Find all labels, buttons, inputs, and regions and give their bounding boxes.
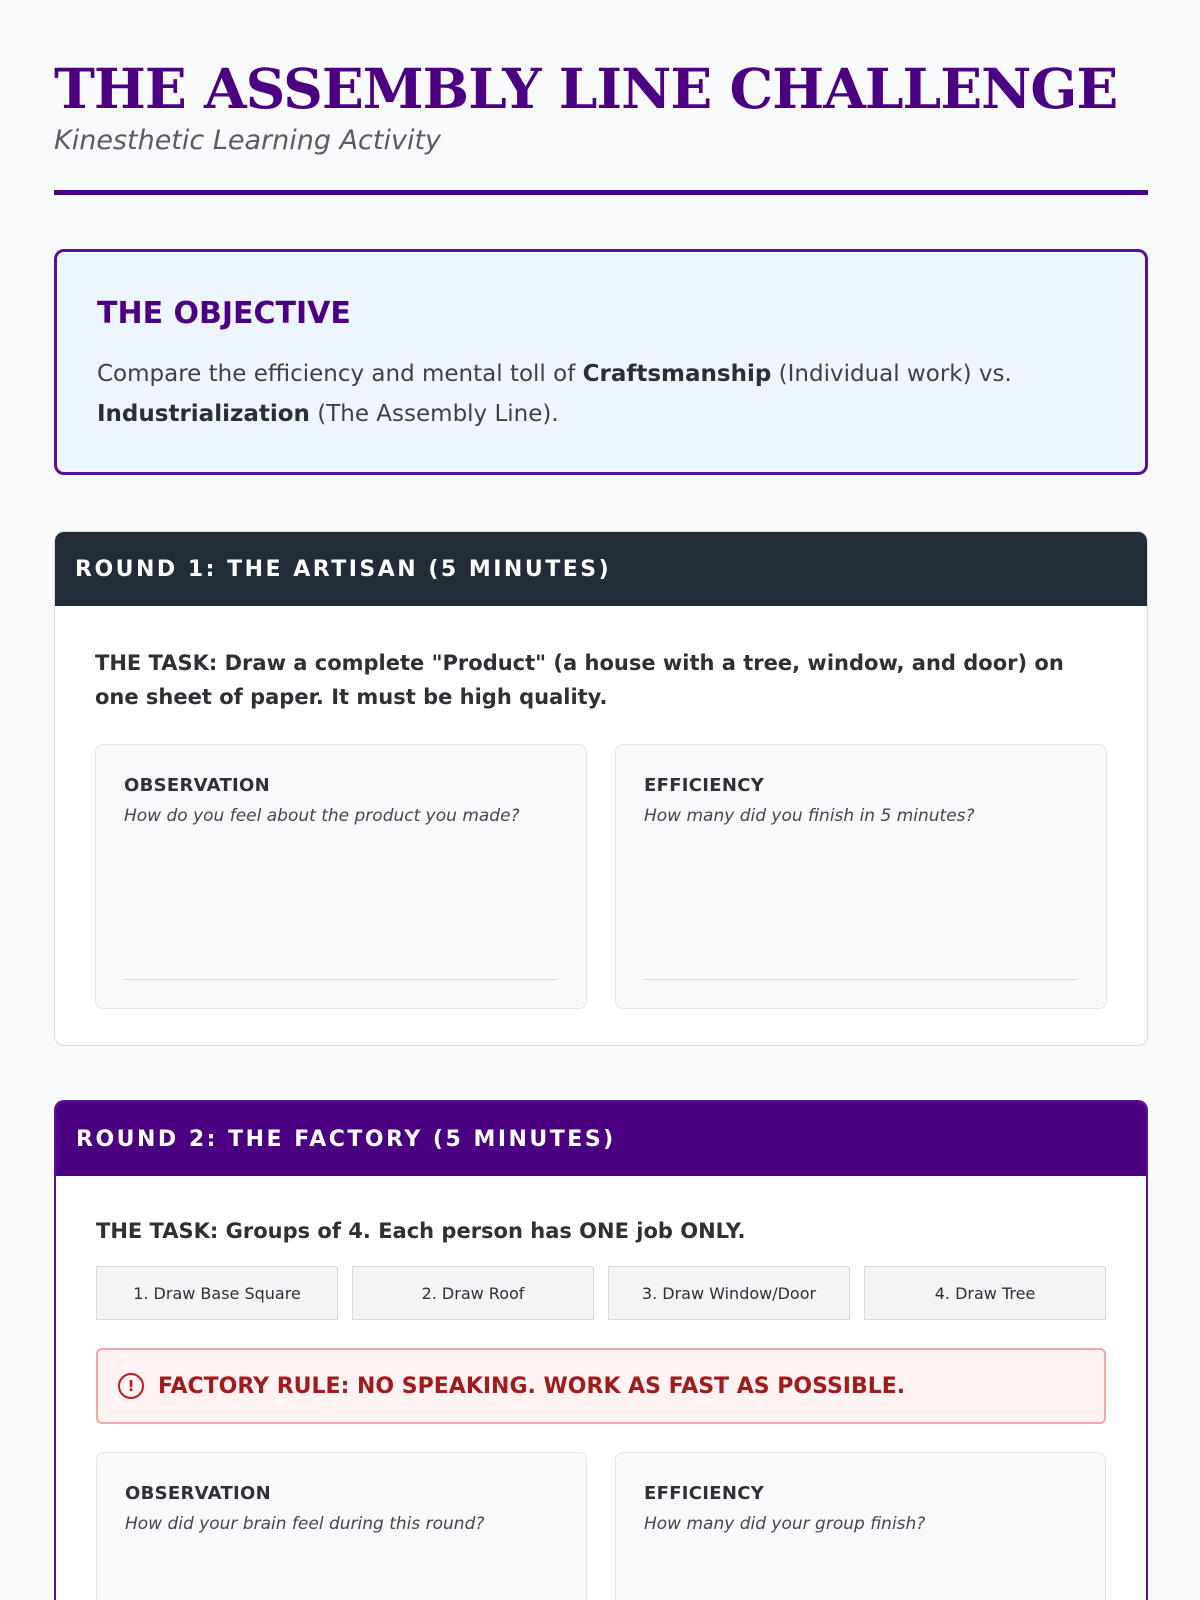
job-item: 1. Draw Base Square bbox=[96, 1266, 338, 1320]
header-divider bbox=[54, 190, 1148, 195]
objective-term-industrialization: Industrialization bbox=[97, 401, 310, 427]
box-question: How many did your group finish? bbox=[644, 1514, 926, 1534]
job-item: 2. Draw Roof bbox=[352, 1266, 594, 1320]
round-2-heading: ROUND 2: THE FACTORY (5 MINUTES) bbox=[56, 1102, 1146, 1176]
job-item: 3. Draw Window/Door bbox=[608, 1266, 850, 1320]
box-question: How did your brain feel during this round? bbox=[125, 1514, 485, 1534]
answer-line bbox=[124, 979, 558, 980]
box-question: How many did you finish in 5 minutes? bbox=[644, 806, 975, 826]
objective-text-part: Compare the efficiency and mental toll of bbox=[97, 361, 583, 387]
objective-text bbox=[97, 354, 1105, 434]
round-1-card bbox=[54, 531, 1148, 1046]
objective-term-craftsmanship: Craftsmanship bbox=[582, 361, 772, 387]
round-1-observation-box[interactable] bbox=[95, 744, 587, 1009]
job-list bbox=[96, 1266, 1106, 1320]
round-1-heading: ROUND 1: THE ARTISAN (5 MINUTES) bbox=[55, 532, 1147, 606]
round-2-task: THE TASK: Groups of 4. Each person has ONE job ONLY. bbox=[96, 1219, 746, 1243]
box-title: EFFICIENCY bbox=[644, 775, 765, 796]
objective-text-part: (Individual work) vs. bbox=[771, 361, 1012, 387]
header bbox=[54, 0, 1148, 195]
page-title: THE ASSEMBLY LINE CHALLENGE bbox=[54, 56, 1118, 121]
alert-circle-icon: ! bbox=[118, 1373, 144, 1399]
factory-rule-text: FACTORY RULE: NO SPEAKING. WORK AS FAST AS POSSIBLE. bbox=[158, 1373, 906, 1399]
page-subtitle: Kinesthetic Learning Activity bbox=[54, 125, 442, 156]
round-2-efficiency-box[interactable] bbox=[615, 1452, 1106, 1600]
round-2-observation-box[interactable] bbox=[96, 1452, 587, 1600]
box-title: OBSERVATION bbox=[124, 775, 271, 796]
objective-heading: THE OBJECTIVE bbox=[97, 296, 351, 331]
factory-rule-alert bbox=[96, 1348, 1106, 1424]
answer-line bbox=[644, 979, 1078, 980]
round-1-task: THE TASK: Draw a complete "Product" (a house with a tree, window, and door) on one sheet of paper. It must be high quality. bbox=[95, 651, 1064, 709]
box-title: EFFICIENCY bbox=[644, 1483, 765, 1504]
round-2-card bbox=[54, 1100, 1148, 1600]
objective-card bbox=[54, 249, 1148, 475]
box-question: How do you feel about the product you made? bbox=[124, 806, 520, 826]
box-title: OBSERVATION bbox=[125, 1483, 272, 1504]
round-1-efficiency-box[interactable] bbox=[615, 744, 1107, 1009]
job-item: 4. Draw Tree bbox=[864, 1266, 1106, 1320]
worksheet-page bbox=[54, 0, 1148, 1600]
objective-text-part: (The Assembly Line). bbox=[309, 401, 559, 427]
